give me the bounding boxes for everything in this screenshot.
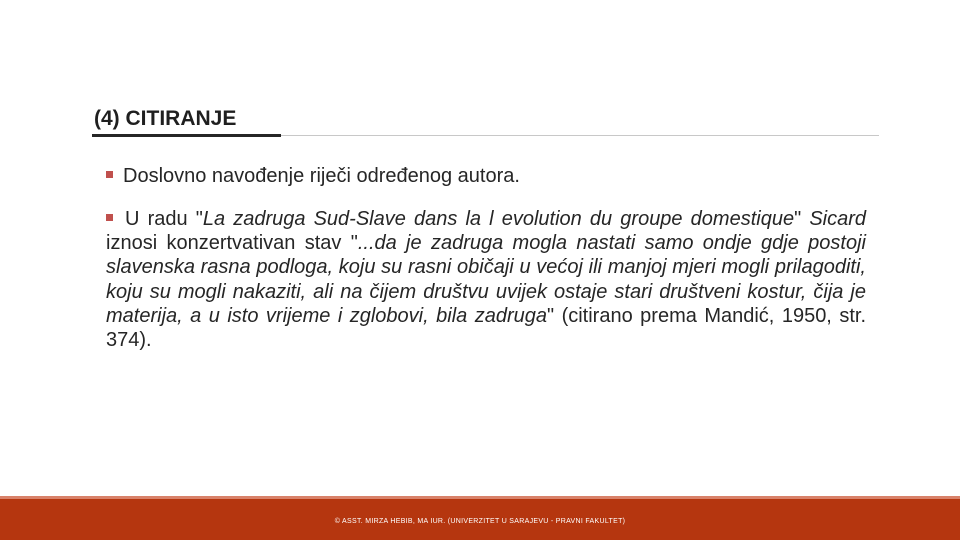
title-accent-bar <box>92 134 281 137</box>
bullet-text-mid: " <box>794 208 810 230</box>
bullet-text-mid2: iznosi konzertvativan stav " <box>106 232 358 255</box>
square-bullet-icon <box>106 214 113 221</box>
bullet-text: Doslovno navođenje riječi određenog autora. <box>123 165 520 187</box>
quotation: ...da je zadruga mogla nastati samo ondje gdje postoji slavenska rasna podloga, koju su rasni običaji u većoj ili manjoj mjeri mogli prilagoditi, koju su mogli nakaziti, ali na čijem društvu uvijek ostaje stari društveni kostur, čija je materija, a u isto vrijeme i zglobovi, bila zadruga <box>106 232 866 327</box>
square-bullet-icon <box>106 171 113 178</box>
slide-title: (4) CITIRANJE <box>94 107 237 130</box>
cited-work-title: La zadruga Sud-Slave dans la l evolution du groupe domestique <box>202 208 795 230</box>
bullet-item-definition <box>106 164 866 188</box>
bullet-text-prefix: U radu " <box>125 208 203 230</box>
bullet-text-suffix: " (citirano prema Mandić, 1950, str. 374). <box>106 304 866 352</box>
cited-author: Sicard <box>809 208 867 230</box>
footer-copyright: © ASST. MIRZA HEBIB, MA IUR. (UNIVERZITET U SARAJEVU - PRAVNI FAKULTET) <box>334 518 626 525</box>
bullet-item-example <box>106 207 866 352</box>
